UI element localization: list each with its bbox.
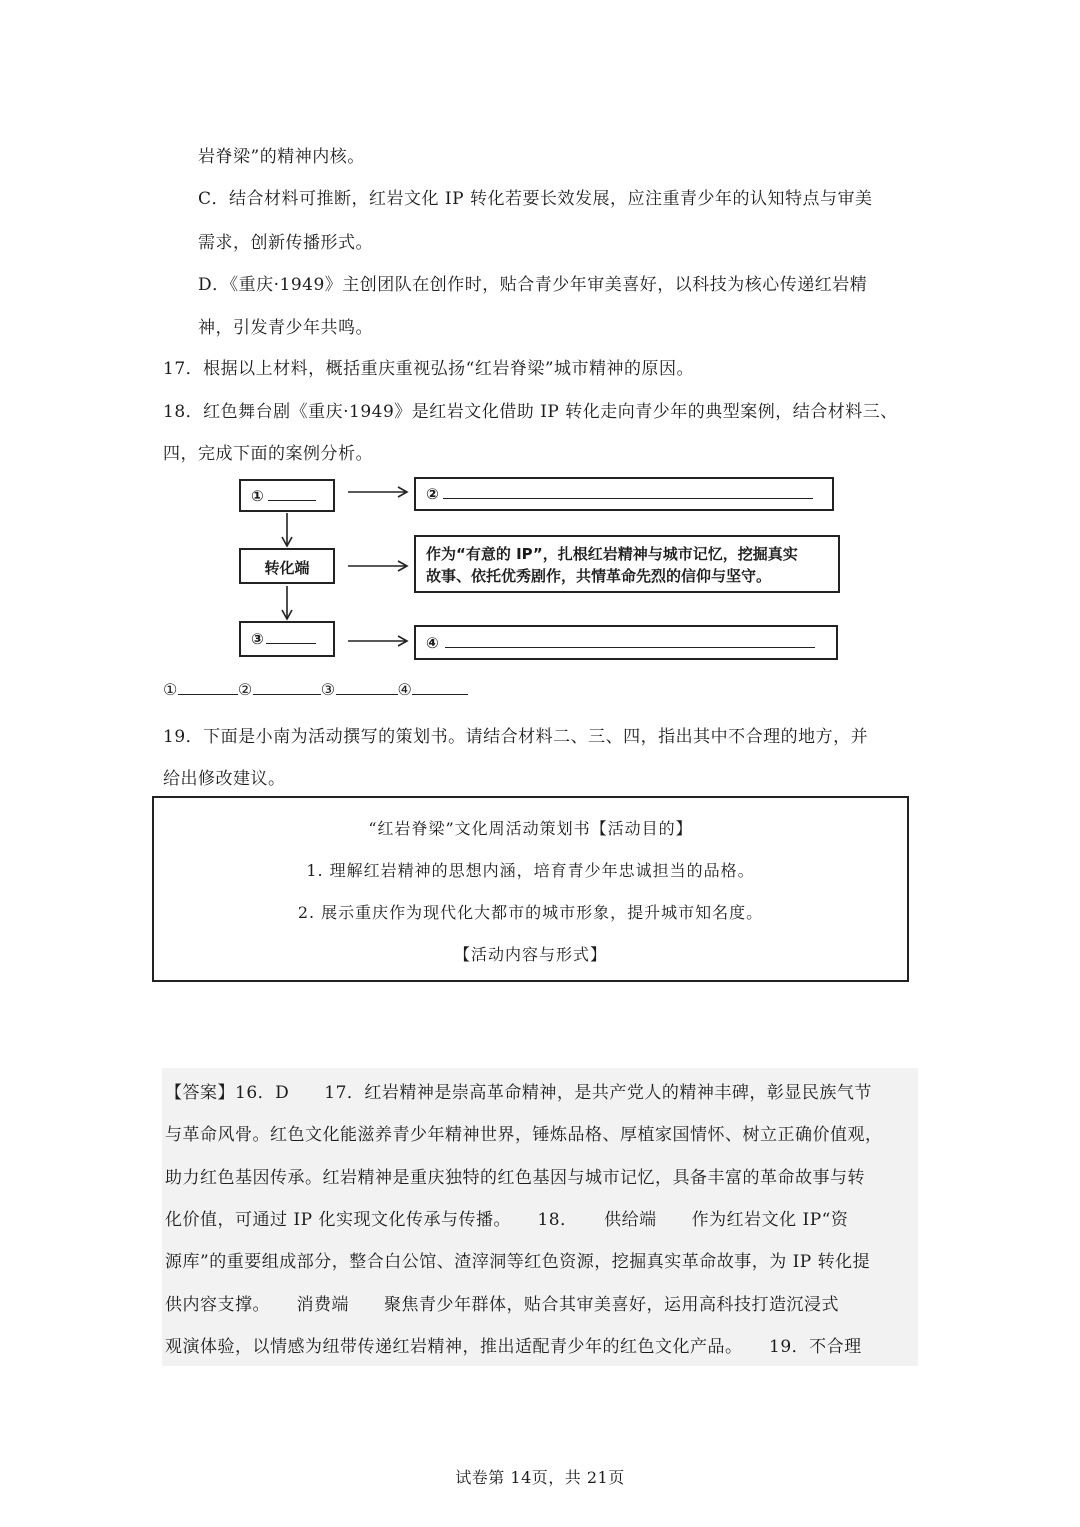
flow-box-4 (414, 625, 838, 660)
flow-box-1 (239, 479, 335, 512)
plan-title: “红岩脊梁”文化周活动策划书【活动目的】 (368, 819, 693, 838)
flow-box-3 (239, 621, 335, 657)
flow-box-conversion-desc (414, 535, 840, 593)
plan-section-heading: 【活动内容与形式】 (453, 945, 607, 964)
answer-blank-4-label: ④ (397, 680, 413, 699)
flow-box-3-blank[interactable] (266, 629, 316, 644)
question-17: 17．根据以上材料，概括重庆重视弘扬“红岩脊梁”城市精神的原因。 (163, 359, 695, 379)
arrow-right-3-icon (348, 633, 412, 649)
page-footer: 试卷第 14页，共 21页 (455, 1468, 625, 1487)
q16-option-d-line2: 神，引发青少年共鸣。 (198, 318, 373, 338)
flow-box-conversion (239, 548, 335, 584)
flow-box-2-label: ② (426, 485, 439, 503)
answer-line-2: 与革命风骨。红色文化能滋养青少年精神世界，锤炼品格、厚植家国情怀、树立正确价值观， (165, 1125, 883, 1145)
arrow-right-1-icon (348, 484, 412, 500)
flow-box-2 (414, 477, 834, 511)
flow-box-conversion-label: 转化端 (264, 559, 310, 577)
conversion-desc-line1: 作为“有意的 IP”，扎根红岩精神与城市记忆，挖掘真实 (426, 545, 798, 563)
conversion-desc-line2: 故事、依托优秀剧作，共情革命先烈的信仰与坚守。 (426, 567, 772, 585)
activity-plan-box (152, 796, 909, 982)
q16-option-b-tail: 岩脊梁”的精神内核。 (198, 147, 365, 167)
plan-item-2: 2. 展示重庆作为现代化大都市的城市形象，提升城市知名度。 (297, 903, 764, 922)
flow-box-1-label: ① (251, 487, 264, 505)
arrow-right-2-icon (348, 558, 412, 574)
question-18-line1: 18．红色舞台剧《重庆·1949》是红岩文化借助 IP 转化走向青少年的典型案例，结合材料三、 (163, 402, 898, 422)
plan-item-1: 1. 理解红岩精神的思想内涵，培育青少年忠诚担当的品格。 (306, 861, 755, 880)
flow-box-4-blank[interactable] (445, 633, 815, 648)
question-19-line1: 19．下面是小南为活动撰写的策划书。请结合材料二、三、四，指出其中不合理的地方，并 (163, 727, 869, 747)
q18-answer-blanks (163, 680, 468, 699)
answer-line-6: 供内容支撑。 消费端 聚焦青少年群体，贴合其审美喜好，运用高科技打造沉浸式 (165, 1295, 839, 1315)
answer-blank-3-label: ③ (320, 680, 336, 699)
answer-line-1: 【答案】16．D 17．红岩精神是崇高革命精神，是共产党人的精神丰碑，彰显民族气节 (165, 1083, 872, 1103)
flow-box-4-label: ④ (426, 634, 439, 652)
answer-blank-2[interactable] (253, 680, 321, 695)
q16-option-c-line2: 需求，创新传播形式。 (198, 233, 373, 253)
answer-line-3: 助力红色基因传承。红岩精神是重庆独特的红色基因与城市记忆，具备丰富的革命故事与转 (165, 1168, 865, 1188)
answer-blank-1[interactable] (178, 680, 238, 695)
answer-line-7: 观演体验，以情感为纽带传递红岩精神，推出适配青少年的红色文化产品。 19．不合理 (165, 1337, 862, 1357)
flow-box-3-label: ③ (251, 630, 264, 648)
flow-box-2-blank[interactable] (443, 484, 813, 499)
q16-option-c-line1: C．结合材料可推断，红岩文化 IP 转化若要长效发展，应注重青少年的认知特点与审美 (198, 189, 873, 209)
answer-blank-3[interactable] (336, 680, 398, 695)
question-19-line2: 给出修改建议。 (163, 769, 286, 789)
answer-blank-1-label: ① (163, 680, 178, 699)
arrow-down-2-icon (279, 586, 295, 622)
answer-blank-4[interactable] (412, 680, 468, 695)
answer-blank-2-label: ② (237, 680, 253, 699)
answer-line-5: 源库”的重要组成部分，整合白公馆、渣滓洞等红色资源，挖掘真实革命故事，为 IP 转化提 (165, 1252, 871, 1272)
q16-option-d-line1: D．《重庆·1949》主创团队在创作时，贴合青少年审美喜好，以科技为核心传递红岩精 (198, 275, 868, 295)
answer-line-4: 化价值，可通过 IP 化实现文化传承与传播。 18． 供给端 作为红岩文化 IP“资 (165, 1210, 849, 1230)
flow-box-1-blank[interactable] (268, 486, 316, 501)
arrow-down-1-icon (279, 513, 295, 549)
question-18-line2: 四，完成下面的案例分析。 (163, 444, 373, 464)
